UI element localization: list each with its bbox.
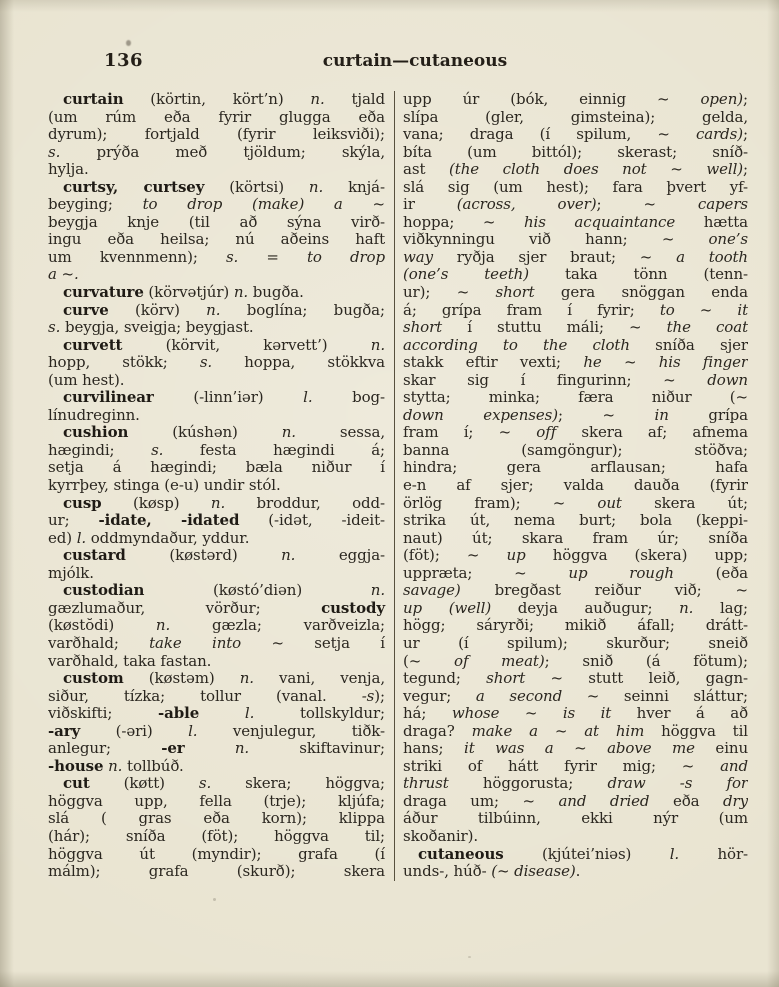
text-line: way ryðja sjer braut; ~ a tooth bbox=[403, 247, 748, 266]
text-line: thrust höggorusta; draw -s for bbox=[403, 774, 748, 793]
text-line: ur); ~ short gera snöggan enda bbox=[403, 283, 748, 302]
text-line: (one’s teeth) taka tönn (tenn- bbox=[403, 265, 748, 284]
text-line: (hár); sníða (föt); höggva til; bbox=[48, 826, 385, 845]
text-line: stytta; minka; færa niður (~ bbox=[403, 388, 748, 407]
text-line: há; whose ~ is it hver á að bbox=[403, 704, 748, 723]
text-line: curtain (körtin, kört’n) n. tjald bbox=[63, 91, 385, 108]
paper-speck bbox=[126, 40, 131, 46]
text-line: curvature (körvətjúr) n. bugða. bbox=[63, 283, 304, 302]
paper-speck bbox=[468, 956, 471, 958]
text-line: mjólk. bbox=[48, 563, 94, 582]
text-line: siður, tízka; tollur (vanal. -s); bbox=[48, 686, 385, 705]
text-line: a ~. bbox=[48, 265, 79, 284]
text-line: (föt); ~ up höggva (skera) upp; bbox=[403, 546, 748, 565]
text-line: savage) bregðast reiður við; ~ bbox=[403, 581, 748, 600]
text-line: setja á hægindi; bæla niður í bbox=[48, 458, 385, 477]
text-line: ingu eða heilsa; nú aðeins haft bbox=[48, 230, 385, 249]
dictionary-column-left bbox=[48, 91, 394, 881]
text-line: slá ( gras eða korn); klippa bbox=[48, 809, 385, 828]
text-line: naut) út; skara fram úr; sníða bbox=[403, 528, 748, 547]
text-line: um kvennmenn); s. = to drop bbox=[48, 247, 385, 266]
text-line: stakk eftir vexti; he ~ his finger bbox=[403, 353, 748, 372]
text-line: beyging; to drop (make) a ~ bbox=[48, 195, 385, 214]
text-line: unds-, húð- (~ disease). bbox=[403, 862, 581, 881]
text-line: according to the cloth sníða sjer bbox=[403, 335, 748, 354]
text-line: á; grípa fram í fyrir; to ~ it bbox=[403, 300, 748, 319]
text-line: up (well) deyja auðugur; n. lag; bbox=[403, 598, 748, 617]
text-line: uppræta; ~ up rough (eða bbox=[403, 563, 748, 582]
text-line: tegund; short ~ stutt leið, gagn- bbox=[403, 669, 748, 688]
text-line: ed) l. oddmyndaður, yddur. bbox=[48, 528, 250, 547]
text-line: curve (körv) n. boglína; bugða; bbox=[63, 300, 385, 319]
text-line: banna (samgöngur); stöðva; bbox=[403, 440, 748, 459]
text-line: ast (the cloth does not ~ well); bbox=[403, 160, 748, 179]
text-line: beygja knje (til að sýna virð- bbox=[48, 212, 385, 231]
text-line: s. prýða með tjöldum; skýla, bbox=[48, 142, 385, 161]
text-line: viðkynningu við hann; ~ one’s bbox=[403, 230, 748, 249]
text-line: vana; draga (í spilum, ~ cards); bbox=[403, 125, 748, 144]
text-line: hoppa; ~ his acquaintance hætta bbox=[403, 212, 748, 231]
text-line: curvett (körvit, kərvett’) n. bbox=[63, 335, 385, 354]
text-line: draga? make a ~ at him höggva til bbox=[403, 721, 748, 740]
text-line: (køstŏdi) n. gæzla; varðveizla; bbox=[48, 616, 385, 635]
text-line: (~ of meat); snið (á fötum); bbox=[403, 651, 748, 670]
page-number: 136 bbox=[104, 50, 144, 71]
text-line: upp úr (bók, einnig ~ open); bbox=[403, 91, 748, 108]
text-line: línudreginn. bbox=[48, 405, 140, 424]
text-line: hylja. bbox=[48, 160, 89, 179]
text-line: draga um; ~ and dried eða dry bbox=[403, 791, 748, 810]
paper-speck bbox=[213, 898, 216, 901]
text-line: custodian (køstó’diən) n. bbox=[63, 581, 385, 600]
text-line: fram í; ~ off skera af; afnema bbox=[403, 423, 748, 442]
text-line: varðhald; take into ~ setja í bbox=[48, 633, 385, 652]
text-columns bbox=[48, 91, 748, 881]
text-line: striki of hátt fyrir mig; ~ and bbox=[403, 756, 748, 775]
text-line: cushion (kúshən) n. sessa, bbox=[63, 423, 386, 442]
text-line: dyrum); fortjald (fyrir leiksviði); bbox=[48, 125, 385, 144]
text-line: hans; it was a ~ above me einu bbox=[403, 739, 748, 758]
text-line: hopp, stökk; s. hoppa, stökkva bbox=[48, 353, 386, 372]
text-line: custom (køstəm) n. vani, venja, bbox=[63, 669, 385, 688]
text-line: bíta (um bittól); skerast; sníð- bbox=[403, 142, 748, 161]
text-line: (um hest). bbox=[48, 370, 125, 389]
text-line: down expenses); ~ in grípa bbox=[403, 405, 748, 424]
text-line: ir (across, over); ~ capers bbox=[403, 195, 748, 214]
text-line: vegur; a second ~ seinni sláttur; bbox=[403, 686, 748, 705]
text-line: s. beygja, sveigja; beygjast. bbox=[48, 318, 254, 337]
text-line: cutaneous (kjútei’niəs) l. hör- bbox=[418, 844, 748, 863]
dictionary-column-right bbox=[394, 91, 748, 881]
text-line: höggva upp, fella (trje); kljúfa; bbox=[48, 791, 385, 810]
text-line: varðhald, taka fastan. bbox=[48, 651, 212, 670]
text-line: skoðanir). bbox=[403, 826, 479, 845]
text-line: skar sig í fingurinn; ~ down bbox=[403, 370, 748, 389]
text-line: -ary (-əri) l. venjulegur, tiðk- bbox=[48, 721, 385, 740]
text-line: short í stuttu máli; ~ the coat bbox=[403, 318, 748, 337]
text-line: cusp (køsp) n. broddur, odd- bbox=[63, 493, 385, 512]
text-line: anlegur; -er n. skiftavinur; bbox=[48, 739, 385, 758]
text-line: e-n af sjer; valda dauða (fyrir bbox=[403, 476, 748, 495]
text-line: hægindi; s. festa hægindi á; bbox=[48, 440, 385, 459]
text-line: (um rúm eða fyrir glugga eða bbox=[48, 107, 385, 126]
text-line: höggva út (myndir); grafa (í bbox=[48, 844, 385, 863]
text-line: örlög fram); ~ out skera út; bbox=[403, 493, 748, 512]
text-line: hindra; gera arflausan; hafa bbox=[403, 458, 748, 477]
text-line: curtsy, curtsey (körtsi) n. knjá- bbox=[63, 177, 385, 196]
text-line: slá sig (um hest); fara þvert yf- bbox=[403, 177, 748, 196]
text-line: slípa (gler, gimsteina); gelda, bbox=[403, 107, 748, 126]
text-line: áður tilbúinn, ekki nýr (um bbox=[403, 809, 748, 828]
text-line: kyrrþey, stinga (e-u) undir stól. bbox=[48, 476, 281, 495]
text-line: -house n. tollbúð. bbox=[48, 756, 184, 775]
text-line: málm); grafa (skurð); skera bbox=[48, 862, 385, 881]
text-line: viðskifti; -able l. tollskyldur; bbox=[48, 704, 385, 723]
text-line: gæzlumaður, vörður; custody bbox=[48, 598, 385, 617]
text-line: ur; -idate, -idated (-idət, -ideit- bbox=[48, 511, 385, 530]
text-line: cut (køtt) s. skera; höggva; bbox=[63, 774, 385, 793]
text-line: custard (køstərd) n. eggja- bbox=[63, 546, 385, 565]
text-line: curvilinear (-linn’iər) l. bog- bbox=[63, 388, 385, 407]
text-line: högg; sáryrði; mikið áfall; drátt- bbox=[403, 616, 748, 635]
text-line: strika út, nema burt; bola (keppi- bbox=[403, 511, 748, 530]
text-line: ur (í spilum); skurður; sneið bbox=[403, 633, 748, 652]
running-title: curtain—cutaneous bbox=[322, 51, 508, 71]
